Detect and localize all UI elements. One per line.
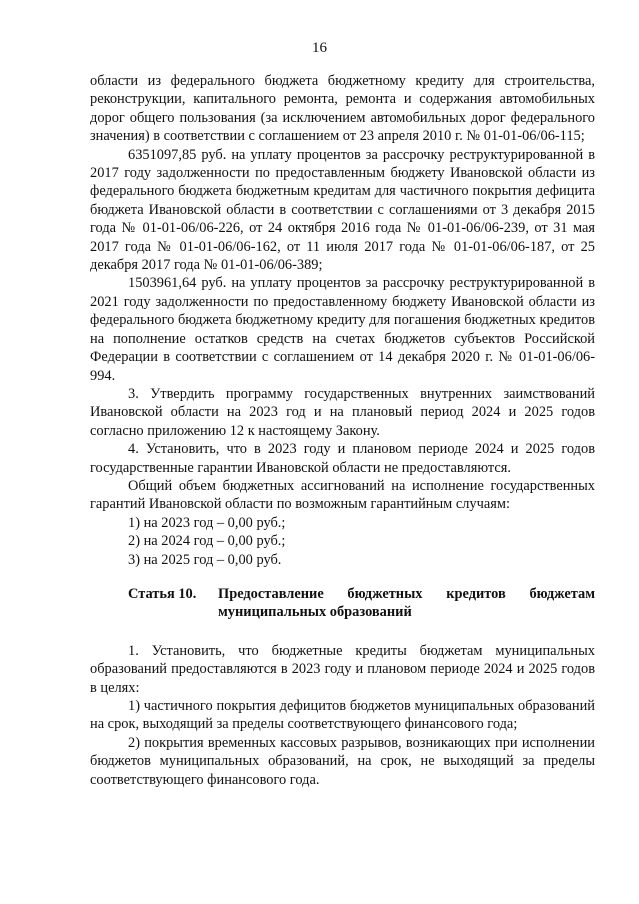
article-heading bbox=[90, 585, 595, 622]
paragraph: 1) частичного покрытия дефицитов бюджетов муниципальных образований на срок, выходящий за пределы соответствующего финансового года; bbox=[90, 698, 595, 733]
paragraph: 6351097,85 руб. на уплату процентов за рассрочку реструктурированной в 2017 году задолженности по предоставленным бюджету Ивановской области из федерального бюджета бюджетным кредитам для частичного покрытия дефицита бюджета Ивановской области в соответствии с соглашениями от 3 декабря 2015 года № 01-01-06/06-226, от 24 октября 2016 года № 01-01-06/06-239, от 31 мая 2017 года № 01-01-06/06-162, от 11 июля 2017 года № 01-01-06/06-187, от 25 декабря 2017 года № 01-01-06/06-389; bbox=[90, 146, 595, 274]
bottom-section bbox=[90, 642, 595, 789]
paragraph: 2) покрытия временных кассовых разрывов, возникающих при исполнении бюджетов муниципальных образований, на срок, не выходящий за пределы соответствующего финансового года. bbox=[90, 734, 595, 788]
paragraph: 3) на 2025 год – 0,00 руб. bbox=[128, 551, 282, 568]
paragraph: области из федерального бюджета бюджетному кредиту для строительства, реконструкции, капитального ремонта, ремонта и содержания автомобильных дорог общего пользования (за исключением автомобильных дорог федерального значения) в соответствии с соглашением от 23 апреля 2010 г. № 01-01-06/06-115; bbox=[90, 73, 595, 145]
paragraph: 1) на 2023 год – 0,00 руб.; bbox=[128, 514, 286, 531]
paragraph: 2) на 2024 год – 0,00 руб.; bbox=[128, 533, 286, 550]
top-section bbox=[90, 72, 595, 569]
document-body bbox=[90, 72, 595, 789]
paragraph: 3. Утвердить программу государственных внутренних заимствований Ивановской области на 2023 год и на плановый период 2024 и 2025 годов согласно приложению 12 к настоящему Закону. bbox=[90, 385, 595, 439]
page-number: 16 bbox=[312, 40, 327, 56]
paragraph: 1. Установить, что бюджетные кредиты бюджетам муниципальных образований предоставляются в 2023 году и плановом периоде 2024 и 2025 годов в целях: bbox=[90, 642, 595, 696]
article-title: Предоставление бюджетных кредитов бюджетам муниципальных образований bbox=[218, 585, 595, 621]
article-number: Статья 10. bbox=[128, 585, 197, 602]
paragraph: Общий объем бюджетных ассигнований на исполнение государственных гарантий Ивановской области по возможным гарантийным случаям: bbox=[90, 477, 595, 513]
paragraph: 4. Установить, что в 2023 году и плановом периоде 2024 и 2025 годов государственные гарантии Ивановской области не предоставляются. bbox=[90, 441, 595, 476]
paragraph: 1503961,64 руб. на уплату процентов за рассрочку реструктурированной в 2021 году задолженности по предоставленному бюджету Ивановской области из федерального бюджета бюджетному кредиту для погашения бюджетных кредитов на пополнение остатков средств на счетах бюджетов субъектов Российской Федерации в соответствии с соглашением от 14 декабря 2020 г. № 01-01-06/06-994. bbox=[90, 275, 595, 384]
